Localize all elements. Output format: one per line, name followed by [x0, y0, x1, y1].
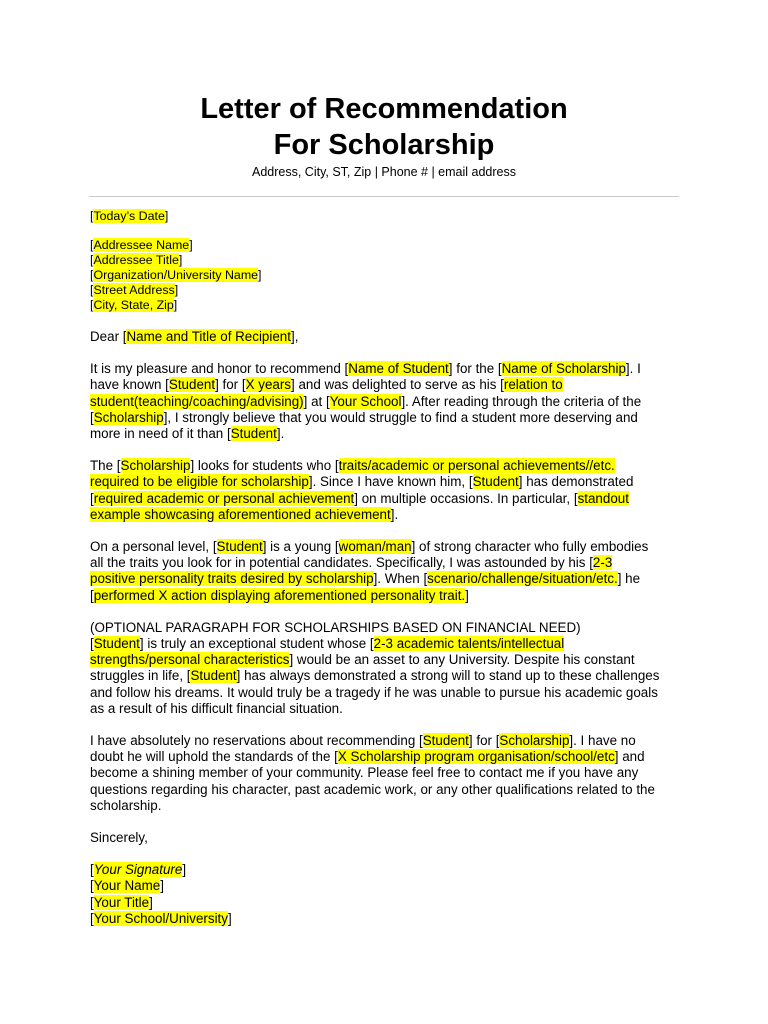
text-line: positive personality traits desired by scholarship]. When [scenario/challenge/situation/etc.] he — [90, 571, 641, 587]
placeholder-highlight: X Scholarship program organisation/school/etc — [337, 749, 615, 765]
optional-heading: (OPTIONAL PARAGRAPH FOR SCHOLARSHIPS BASED ON FINANCIAL NEED) — [90, 619, 581, 635]
text-line: example showcasing aforementioned achievement]. — [90, 506, 399, 522]
addressee-city: City, State, Zip — [93, 298, 174, 312]
placeholder-highlight: Scholarship — [499, 733, 570, 749]
placeholder-highlight: strengths/personal characteristics — [90, 652, 290, 668]
your-signature: Your Signature — [93, 862, 183, 878]
text-line: On a personal level, [Student] is a young [woman/man] of strong character who fully embodies — [90, 539, 649, 555]
placeholder-highlight: 2-3 academic talents/intellectual — [373, 636, 565, 652]
signature-block — [90, 862, 690, 927]
text-line: have known [Student] for [X years] and was delighted to serve as his [relation to — [90, 377, 563, 393]
text-line: more in need of it than [Student]. — [90, 426, 285, 442]
text-line: scholarship. — [90, 797, 162, 813]
text-line: It is my pleasure and honor to recommend [Name of Student] for the [Name of Scholarship]. I — [90, 361, 641, 377]
signature-line: [Your Signature] — [90, 862, 187, 878]
signature-line: [Your School/University] — [90, 910, 232, 926]
addressee-line: [Street Address] — [90, 283, 179, 297]
placeholder-highlight: Student — [472, 474, 519, 490]
placeholder-highlight: Student — [422, 733, 469, 749]
addressee-block — [90, 238, 690, 313]
placeholder-highlight: Student — [216, 539, 263, 555]
date-line — [90, 209, 690, 224]
date-placeholder: Today’s Date — [93, 209, 165, 223]
salutation: Dear [Name and Title of Recipient], — [90, 329, 299, 344]
text-line: strengths/personal characteristics] would be an asset to any University. Despite his constant — [90, 652, 635, 668]
placeholder-highlight: Name of Scholarship — [501, 361, 626, 377]
addressee-organization: Organization/University Name — [93, 268, 259, 282]
title-line-2: For Scholarship — [273, 129, 495, 161]
title-line-1: Letter of Recommendation — [200, 93, 568, 125]
addressee-title: Addressee Title — [93, 253, 179, 267]
placeholder-highlight: Student — [190, 668, 237, 684]
placeholder-highlight: Scholarship — [120, 458, 191, 474]
placeholder-highlight: Name of Student — [348, 361, 449, 377]
placeholder-highlight: scenario/challenge/situation/etc. — [427, 571, 618, 587]
text-line: and follow his dreams. It would truly be a tragedy if he was unable to pursue his academic goals — [90, 684, 658, 700]
placeholder-highlight: Student — [230, 426, 277, 442]
placeholder-highlight: student(teaching/coaching/advising) — [90, 393, 304, 409]
text-line: struggles in life, [Student] has always demonstrated a strong will to stand up to these challenges — [90, 668, 660, 684]
placeholder-highlight: example showcasing aforementioned achievement — [90, 506, 391, 522]
placeholder-highlight: woman/man — [338, 539, 412, 555]
placeholder-highlight: Scholarship — [93, 409, 164, 425]
placeholder-highlight: positive personality traits desired by scholarship — [90, 571, 374, 587]
addressee-line: [Addressee Title] — [90, 253, 183, 267]
placeholder-highlight: X years — [245, 377, 291, 393]
letter-body — [90, 209, 690, 927]
text-line: The [Scholarship] looks for students who [traits/academic or personal achievements//etc. — [90, 458, 615, 474]
addressee-line: [Addressee Name] — [90, 238, 193, 252]
placeholder-highlight: standout — [577, 490, 629, 506]
placeholder-highlight: 2-3 — [592, 555, 613, 571]
signature-line: [Your Title] — [90, 894, 153, 910]
header-divider — [89, 196, 679, 197]
your-school: Your School/University — [93, 910, 228, 926]
text-line: student(teaching/coaching/advising)] at [Your School]. After reading through the criteria of the — [90, 393, 642, 409]
placeholder-highlight: Student — [93, 636, 140, 652]
addressee-street: Street Address — [93, 283, 175, 297]
closing: Sincerely, — [90, 830, 148, 846]
placeholder-highlight: relation to — [503, 377, 563, 393]
text-line: [Scholarship], I strongly believe that you would struggle to find a student more deserving and — [90, 409, 638, 425]
text-line: [required academic or personal achievement] on multiple occasions. In particular, [standout — [90, 490, 629, 506]
text-line: all the traits you look for in potential candidates. Specifically, I was astounded by his [2-3 — [90, 555, 613, 571]
paragraph-criteria — [90, 458, 690, 523]
text-line: required to be eligible for scholarship]. Since I have known him, [Student] has demonstrated — [90, 474, 634, 490]
contact-line: Address, City, ST, Zip | Phone # | email address — [251, 165, 516, 179]
text-line: as a result of his difficult financial situation. — [90, 700, 343, 716]
text-line: I have absolutely no reservations about recommending [Student] for [Scholarship]. I have no — [90, 733, 636, 749]
your-title: Your Title — [93, 894, 150, 910]
text-line: [Student] is truly an exceptional student whose [2-3 academic talents/intellectual — [90, 636, 565, 652]
text-line: [performed X action displaying aforementioned personality trait.] — [90, 587, 469, 603]
your-name: Your Name — [93, 878, 161, 894]
placeholder-highlight: Student — [168, 377, 216, 393]
placeholder-highlight: performed X action displaying aforementioned personality trait. — [93, 587, 466, 603]
addressee-line: [City, State, Zip] — [90, 298, 178, 312]
text-line: doubt he will uphold the standards of the [X Scholarship program organisation/school/etc] and — [90, 749, 645, 765]
signature-line: [Your Name] — [90, 878, 164, 894]
paragraph-personal — [90, 539, 690, 604]
addressee-name: Addressee Name — [93, 238, 190, 252]
paragraph-conclusion — [90, 733, 690, 814]
recipient-placeholder: Name and Title of Recipient — [126, 329, 291, 344]
text-line: questions regarding his character, past academic work, or any other qualifications related to the — [90, 781, 655, 797]
addressee-line: [Organization/University Name] — [90, 268, 262, 282]
paragraph-intro — [90, 361, 690, 442]
paragraph-financial-need — [90, 620, 690, 717]
placeholder-highlight: traits/academic or personal achievements//etc. — [338, 458, 615, 474]
placeholder-highlight: Your School — [329, 393, 402, 409]
bracket-close: ] — [164, 209, 169, 223]
placeholder-highlight: required academic or personal achievement — [93, 490, 355, 506]
bracket-open: [ — [90, 209, 94, 223]
placeholder-highlight: required to be eligible for scholarship — [90, 474, 309, 490]
text-line: become a shining member of your community. Please feel free to contact me if you have any — [90, 765, 639, 781]
